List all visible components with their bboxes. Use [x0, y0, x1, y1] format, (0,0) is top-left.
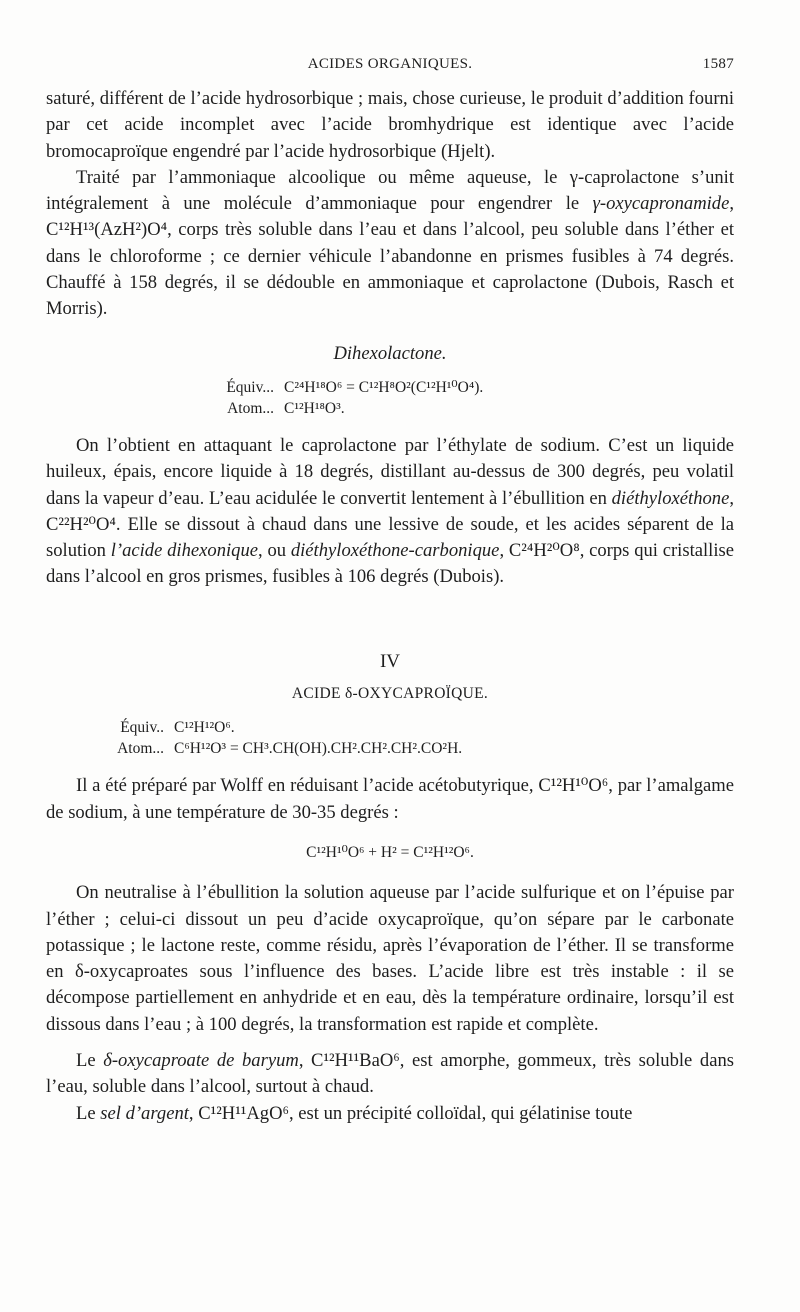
paragraph-3-text-d: , C²⁴H²⁰O⁸, corps qui cristallise dans l’alcool en gros prismes, fusibles à 106 degrés (Dubois). — [46, 540, 734, 588]
formula-row-atom-2 — [46, 738, 734, 759]
formula-label-equiv-2: Équiv.. — [120, 719, 164, 737]
paragraph-3-text-b: , C²²H²⁰O⁴. Elle se dissout à chaud dans une lessive de soude, et les acides séparent de la solution — [46, 487, 734, 562]
compound-name-oxycaproate-baryum: δ-oxycaproate de baryum — [103, 1050, 299, 1072]
formula-value-equiv-2: C¹²H¹²O⁶. — [174, 719, 235, 737]
compound-name-diethyloxethone: diéthyloxéthone — [611, 487, 730, 509]
compound-name-oxycapronamide: γ-oxycapronamide — [592, 193, 730, 215]
formula-row-atom — [46, 398, 734, 419]
paragraph-2 — [46, 165, 734, 323]
paragraph-2-text-b: , — [729, 193, 734, 215]
body-text — [46, 86, 734, 1127]
formula-value-atom-2: C⁶H¹²O³ = CH³.CH(OH).CH².CH².CH².CO²H. — [174, 740, 463, 758]
section-title-oxycaproique: ACIDE δ-OXYCAPROÏQUE. — [291, 685, 489, 703]
paragraph-2-text-c: , corps très soluble dans l’eau et dans l’alcool, peu soluble dans l’éther et dans le chloroforme ; ce dernier véhicule l’abandonne en prismes fusibles à 74 degrés. Chauffé à 158 degrés, il se dédouble en ammoniaque et caprolactone (Dubois, Rasch et Morris). — [46, 219, 734, 320]
paragraph-3-text-a: On l’obtient en attaquant le caprolactone par l’éthylate de sodium. C’est un liquide huileux, épais, encore liquide à 18 degrés, distillant au-dessus de 300 degrés, peu volatil dans la vapeur d’eau. L’eau acidulée le convertit lentement à l’ébullition en — [46, 434, 734, 509]
paragraph-5: On neutralise à l’ébullition la solution aqueuse par l’acide sulfurique et on l’épuise par l’éther ; celui-ci dissout un peu d’acide oxycaproïque, qu’on sépare par le carbonate potassique ; le lactone reste, comme résidu, après l’évaporation de l’éther. Il se transforme en δ-oxycaproates sous l’influence des bases. L’acide libre est très instable : il se décompose partiellement en anhydride et en eau, dès la température ordinaire, lorsqu’il est dissous dans l’eau ; à 100 degrés, la transformation est rapide et complète. — [46, 882, 734, 1035]
compound-name-acide-dihexonique: l’acide dihexonique — [110, 540, 259, 562]
paragraph-4: Il a été préparé par Wolff en réduisant l’acide acétobutyrique, C¹²H¹⁰O⁶, par l’amalgame de sodium, à une température de 30-35 degrés : — [46, 775, 734, 823]
paragraph-7-text-b: , C¹²H¹¹AgO⁶, est un précipité colloïdal, qui gélatinise toute — [188, 1102, 633, 1124]
compound-name-diethyloxethone-carbonique: diéthyloxéthone-carbonique — [290, 540, 500, 562]
paragraph-7-text-a: Le — [76, 1102, 101, 1124]
section-numeral: IV — [379, 650, 401, 672]
paragraph-7 — [46, 1101, 734, 1127]
formula-label-equiv: Équiv... — [226, 378, 274, 396]
paragraph-2-text-a: Traité par l’ammoniaque alcoolique ou même aqueuse, le γ-caprolactone s’unit intégralement à une molécule d’ammoniaque pour engendrer le — [46, 166, 734, 215]
formula-table-dihexolactone — [46, 377, 734, 419]
formula-row-equiv-2 — [46, 717, 734, 738]
paragraph-3-text-c: , ou — [258, 540, 291, 562]
section-title-dihexolactone: Dihexolactone. — [333, 342, 447, 364]
paragraph-3 — [46, 433, 734, 591]
paragraph-6-text-b: , C¹²H¹¹BaO⁶, est amorphe, gommeux, très soluble dans l’eau, soluble dans l’alcool, surtout à chaud. — [46, 1050, 734, 1098]
running-title: ACIDES ORGANIQUES. — [307, 56, 473, 72]
page-number: 1587 — [702, 56, 734, 72]
paragraph-6 — [46, 1048, 734, 1101]
formula-value-equiv: C²⁴H¹⁸O⁶ = C¹²H⁸O²(C¹²H¹⁰O⁴). — [284, 378, 484, 396]
formula-value-atom: C¹²H¹⁸O³. — [284, 399, 345, 417]
compound-name-sel-argent: sel d’argent — [100, 1102, 189, 1124]
running-head — [46, 56, 734, 78]
paragraph-1: saturé, différent de l’acide hydrosorbique ; mais, chose curieuse, le produit d’addition fourni par cet acide incomplet avec l’acide bromhydrique est identique avec l’acide bromocaproïque engendré par l’acide hydrosorbique (Hjelt). — [46, 88, 734, 162]
paragraph-6-text-a: Le — [76, 1050, 104, 1072]
reaction-equation: C¹²H¹⁰O⁶ + H² = C¹²H¹²O⁶. — [306, 843, 474, 861]
formula-row-equiv — [46, 377, 734, 398]
formula-label-atom: Atom... — [227, 399, 274, 417]
formula-table-oxycaproique — [46, 717, 734, 759]
formula-label-atom-2: Atom... — [117, 740, 164, 758]
formula-oxycapronamide: C¹²H¹³(AzH²)O⁴ — [46, 219, 168, 241]
